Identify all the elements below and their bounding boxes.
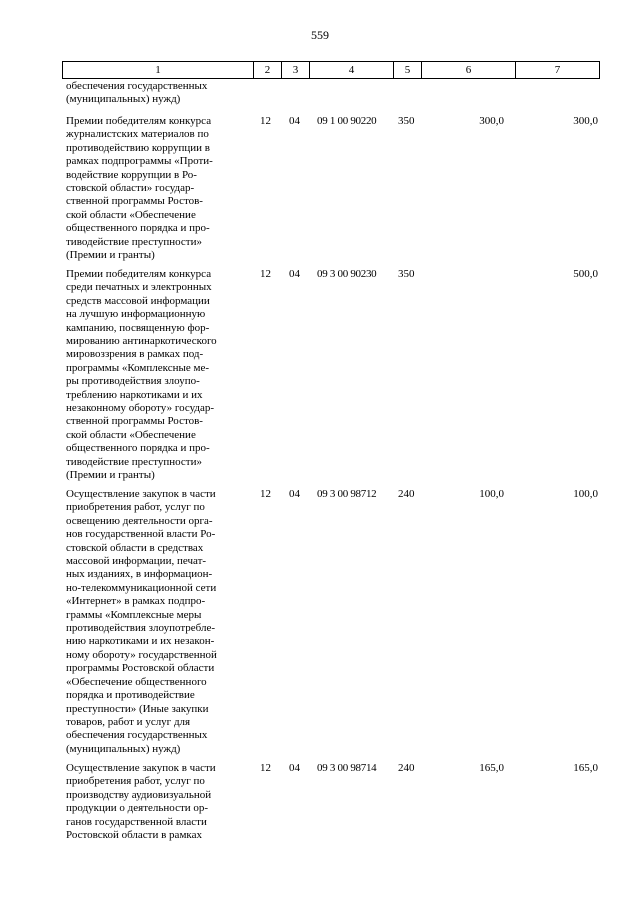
- table-header: [62, 61, 600, 79]
- amount-col7: 500,0: [573, 268, 598, 280]
- row-description: Премии победителям конкурса среди печатных и электронных средств массовой информации на лучшую информационную кампанию, посвященную фор- мированию антинаркотического мировоззрения в рамках под- программы «Комплексные ме- ры противодействия злоупо- треблению наркотиками и их незаконному обороту» государ- ственной программы Ростов- ской области «Обеспечение общественного порядка и про- тиводействие преступности» (Премии и гранты): [66, 268, 217, 482]
- target-article-code: 09 3 00 90230: [317, 268, 377, 280]
- section-code: 12: [260, 488, 271, 500]
- expense-type-code: 240: [398, 762, 415, 774]
- target-article-code: 09 3 00 98712: [317, 488, 377, 500]
- column-header: 2: [253, 62, 281, 78]
- subsection-code: 04: [289, 115, 300, 127]
- expense-type-code: 240: [398, 488, 415, 500]
- amount-col6: 100,0: [479, 488, 504, 500]
- expense-type-code: 350: [398, 268, 415, 280]
- column-header: 4: [309, 62, 393, 78]
- section-code: 12: [260, 268, 271, 280]
- amount-col6: 300,0: [479, 115, 504, 127]
- column-header: 5: [393, 62, 421, 78]
- section-code: 12: [260, 115, 271, 127]
- amount-col6: 165,0: [479, 762, 504, 774]
- subsection-code: 04: [289, 762, 300, 774]
- column-header: 3: [281, 62, 309, 78]
- amount-col7: 300,0: [573, 115, 598, 127]
- expense-type-code: 350: [398, 115, 415, 127]
- continuation-text: обеспечения государственных (муниципальных) нужд): [66, 80, 208, 106]
- section-code: 12: [260, 762, 271, 774]
- row-description: Осуществление закупок в части приобретения работ, услуг по производству аудиовизуальной продукции о деятельности ор- ганов государственной власти Ростовской области в рамках: [66, 762, 216, 842]
- amount-col7: 100,0: [573, 488, 598, 500]
- row-description: Осуществление закупок в части приобретения работ, услуг по освещению деятельности орга- нов государственной власти Ро- стовской области в средствах массовой информации, печат- ных изданиях, в информацион- но-телекоммуникационной сети «Интернет» в рамках подпро- граммы «Комплексные меры противодействия злоупотребле- нию наркотиками и их незакон- ному обороту» государственной программы Ростовской области «Обеспечение общественного порядка и противодействие преступности» (Иные закупки товаров, работ и услуг для обеспечения государственных (муниципальных) нужд): [66, 488, 217, 755]
- column-header: 1: [155, 64, 161, 76]
- target-article-code: 09 3 00 98714: [317, 762, 377, 774]
- subsection-code: 04: [289, 268, 300, 280]
- target-article-code: 09 1 00 90220: [317, 115, 377, 127]
- amount-col7: 165,0: [573, 762, 598, 774]
- column-header: 6: [421, 62, 515, 78]
- column-header: 7: [515, 62, 599, 78]
- subsection-code: 04: [289, 488, 300, 500]
- row-description: Премии победителям конкурса журналистских материалов по противодействию коррупции в рамках подпрограммы «Проти- водействие коррупции в Ро- стовской области» государ- ственной программы Ростов- ской области «Обеспечение общественного порядка и про- тиводействие преступности» (Премии и гранты): [66, 115, 213, 262]
- page-number: 559: [311, 28, 329, 42]
